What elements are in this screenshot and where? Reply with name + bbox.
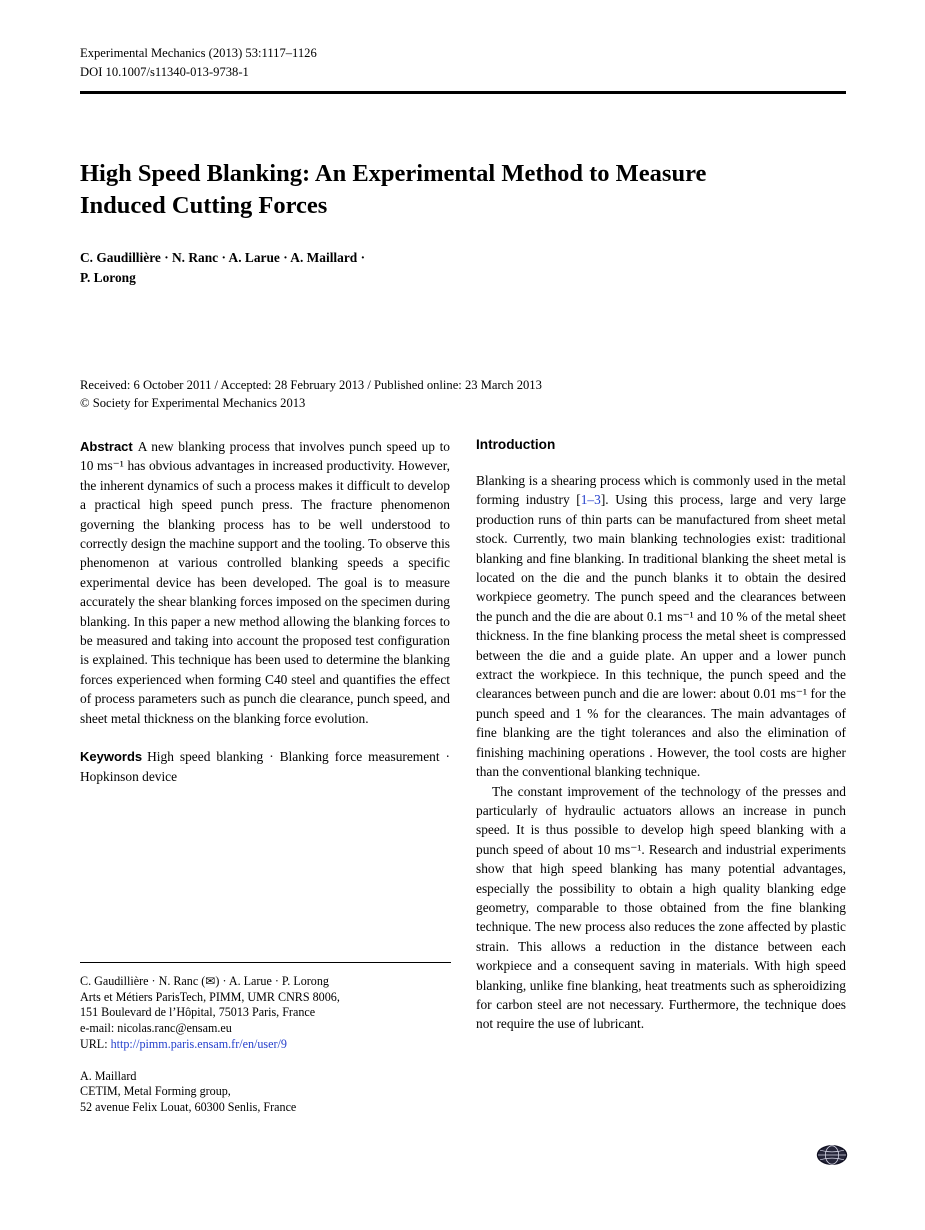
- footnote-url-line: [80, 1037, 451, 1053]
- url-label: URL:: [80, 1036, 111, 1051]
- author-url-link[interactable]: http://pimm.paris.ensam.fr/en/user/9: [110, 1036, 287, 1051]
- keywords-label: Keywords: [80, 749, 143, 765]
- journal-citation: Experimental Mechanics (2013) 53:1117–1126: [80, 46, 317, 60]
- doi-line: DOI 10.1007/s11340-013-9738-1: [80, 65, 249, 79]
- keywords-text: High speed blanking · Blanking force measurement · Hopkinson device: [80, 749, 450, 784]
- email-address: nicolas.ranc@ensam.eu: [117, 1021, 232, 1036]
- introduction-paragraph-1: [476, 471, 846, 782]
- two-column-body: [80, 437, 846, 1034]
- footnote-authors-line: C. Gaudillière · N. Ranc (✉) · A. Larue · P. Lorong: [80, 974, 329, 988]
- second-affiliation-block: [80, 1069, 451, 1116]
- footnote-affiliation-line-1: Arts et Métiers ParisTech, PIMM, UMR CNRS 8006,: [80, 989, 340, 1004]
- section-heading-introduction: Introduction: [476, 437, 556, 452]
- keywords-paragraph: [80, 747, 450, 786]
- abstract-text: A new blanking process that involves punch speed up to 10 ms⁻¹ has obvious advantages in increased productivity. However, the inherent dynamics of such a process makes it difficult to develop a practical high speed punch press. The fracture phenomenon governing the blanking process has to be well understood to correctly design the machine support and the tooling. To observe this phenomenon at various controlled blanking speeds a specific experimental device has been developed. The goal is to measure accurately the shear blanking forces imposed on the specimen during blanking. In this paper a new method allowing the blanking forces to be measured and taking into account the proposed test configuration is explained. This technique has been used to determine the blanking forces experienced when forming C40 steel and quantifies the effect of process parameters such as punch die clearance, punch speed, and sheet metal thickness on the blanking force evolution.: [80, 439, 450, 726]
- email-label: e-mail:: [80, 1021, 118, 1036]
- correspondence-footnote: [80, 962, 451, 1116]
- article-history: [80, 377, 542, 412]
- authors-line-1: C. Gaudillière · N. Ranc · A. Larue · A. Maillard ·: [80, 250, 366, 265]
- intro-p1-text-after: ]. Using this process, large and very large production runs of thin parts can be manufactured from sheet metal stock. Currently, two main blanking technologies exist: traditional blanking and fine blanking. In traditional blanking the sheet metal is located on the die and the punch blanks it to obtain the desired workpiece geometry. The punch speed and the clearances between the punch and the die are about 0.1 ms⁻¹ and 10 % of the metal sheet thickness. In the fine blanking process the metal sheet is compressed between the die and a guide plate. An upper and a lower punch extract the workpiece. In this technique, the punch speed and the clearances between punch and die are lower: about 0.01 ms⁻¹ for the punch speed and 1 % for the clearances. The main advantages of fine blanking are the tight tolerances and also the elimination of finishing machining operations . However, the tool costs are higher than the conventional blanking technique.: [476, 492, 846, 780]
- affiliation2-author: A. Maillard: [80, 1068, 137, 1083]
- introduction-paragraph-2: The constant improvement of the technology of the presses and particularly of hydraulic actuators allows an increase in punch speed. It is thus possible to develop high speed blanking with a punch speed of about 10 ms⁻¹. Research and industrial experiments show that high speed blanking has many potential advantages, especially the possibility to obtain a high quality blanking edge geometry, comparable to those obtained from the fine blanking technique. The new process also reduces the zone affected by plastic strain. This allows a reduction in the distance between each workpiece and a consequent saving in materials. With high speed blanking, unlike fine blanking, heat treatments such as spheroidizing for carbon steel are not necessary. Furthermore, the technique does not require the use of lubricant.: [476, 783, 846, 1032]
- citation-link-1-3[interactable]: 1–3: [580, 492, 601, 508]
- author-list: [80, 248, 365, 288]
- authors-line-2: P. Lorong: [80, 270, 136, 285]
- header-rule: [80, 91, 846, 94]
- footnote-rule: [80, 962, 451, 963]
- journal-header: [80, 44, 317, 82]
- sem-society-logo-icon: [816, 1144, 848, 1166]
- affiliation2-org: CETIM, Metal Forming group,: [80, 1084, 231, 1099]
- copyright-line: © Society for Experimental Mechanics 2013: [80, 395, 306, 410]
- footnote-email-line: [80, 1021, 451, 1037]
- received-line: Received: 6 October 2011 / Accepted: 28 February 2013 / Published online: 23 March 2013: [80, 378, 542, 392]
- affiliation2-address: 52 avenue Felix Louat, 60300 Senlis, France: [80, 1099, 297, 1114]
- left-column: [80, 437, 450, 1034]
- article-title: High Speed Blanking: An Experimental Method to Measure Induced Cutting Forces: [80, 160, 707, 219]
- abstract-paragraph: [80, 437, 450, 728]
- right-column: [476, 437, 846, 1034]
- footnote-affiliation-line-2: 151 Boulevard de l’Hôpital, 75013 Paris, France: [80, 1005, 316, 1020]
- abstract-label: Abstract: [80, 439, 133, 454]
- intro-p1-text-before: Blanking is a shearing process which is commonly used in the metal forming industry [: [476, 473, 846, 508]
